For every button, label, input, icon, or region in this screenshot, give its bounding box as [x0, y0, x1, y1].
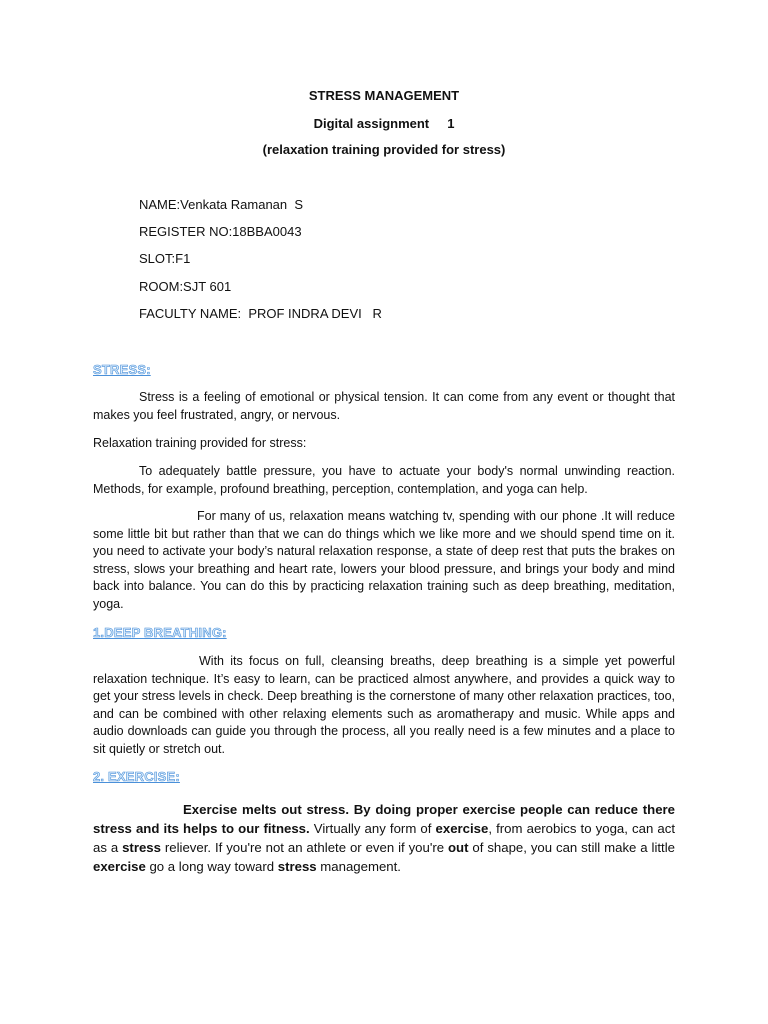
document-note: (relaxation training provided for stress)	[262, 142, 506, 157]
exercise-paragraph	[93, 800, 675, 876]
exercise-text: reliever. If you're not an athlete or even if you're	[160, 840, 448, 855]
room: ROOM:SJT 601	[139, 279, 232, 294]
exercise-heading: 2. EXERCISE:	[93, 769, 180, 784]
exercise-intro: Exercise melts out stress. By doing proper exercise people can reduce there stress and its helps to our fitness.	[93, 802, 675, 836]
exercise-text: go a long way toward	[145, 859, 278, 874]
stress-heading: STRESS:	[93, 362, 151, 377]
exercise-text: management.	[316, 859, 401, 874]
stress-keyword: stress	[122, 840, 161, 855]
relaxation-training-label: Relaxation training provided for stress:	[93, 436, 307, 450]
deep-breathing-heading: 1.DEEP BREATHING:	[93, 625, 227, 640]
register-number: REGISTER NO:18BBA0043	[139, 224, 302, 239]
exercise-keyword: exercise	[435, 821, 489, 836]
exercise-text: Virtually any form of	[309, 821, 436, 836]
relaxation-response-paragraph: For many of us, relaxation means watching tv, spending with our phone .It will reduce some little bit but rather than that we can do things which we like more and we should spend time on it. you need to activate your body’s natural relaxation response, a state of deep rest that puts the brakes on stress, slows your breathing and heart rate, lowers your blood pressure, and brings your body and mind back into balance. You can do this by practicing relaxation training such as deep breathing, meditation, yoga.	[93, 509, 675, 611]
stress-keyword: stress	[277, 859, 317, 874]
exercise-text: , from aerobics to yoga, can act as a	[93, 821, 676, 855]
out-keyword: out	[448, 840, 469, 855]
exercise-keyword: exercise	[93, 859, 146, 874]
document-subtitle: Digital assignment 1	[313, 116, 455, 131]
stress-definition-paragraph: Stress is a feeling of emotional or physical tension. It can come from any event or thought that makes you feel frustrated, angry, or nervous.	[93, 390, 675, 422]
slot: SLOT:F1	[139, 251, 191, 266]
faculty-name: FACULTY NAME: PROF INDRA DEVI R	[139, 306, 382, 321]
relaxation-methods-paragraph: To adequately battle pressure, you have to actuate your body's normal unwinding reaction. Methods, for example, profound breathing, perception, contemplation, and yoga can help.	[93, 464, 675, 496]
document-title: STRESS MANAGEMENT	[308, 88, 460, 103]
exercise-text: of shape, you can still make a little	[468, 840, 675, 855]
student-name: NAME:Venkata Ramanan S	[139, 197, 304, 212]
deep-breathing-paragraph: With its focus on full, cleansing breaths, deep breathing is a simple yet powerful relaxation technique. It’s easy to learn, can be practiced almost anywhere, and provides a quick way to get your stress levels in check. Deep breathing is the cornerstone of many other relaxation practices, too, and can be combined with other relaxing elements such as aromatherapy and music. While apps and audio downloads can guide you through the process, all you really need is a few minutes and a place to sit quietly or stretch out.	[93, 654, 675, 756]
